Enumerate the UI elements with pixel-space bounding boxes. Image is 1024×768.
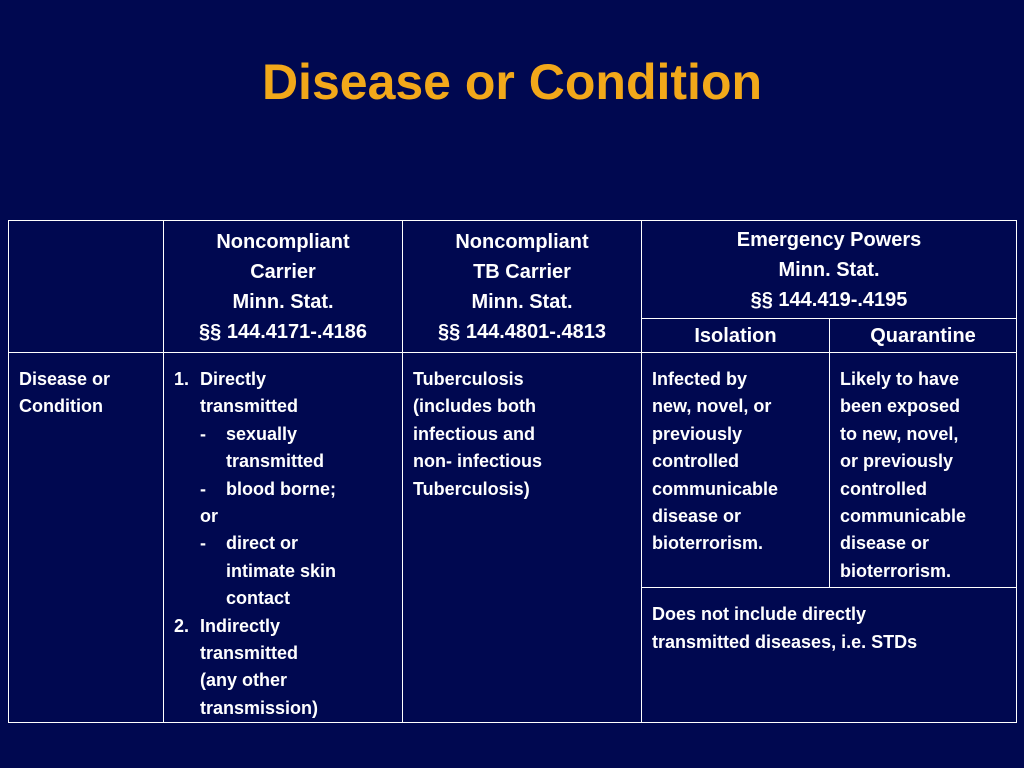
emergency-note-cell: Does not include directly transmitted diseases, i.e. STDs bbox=[642, 588, 1017, 723]
tb-carrier-cell: Tuberculosis (includes both infectious and non- infectious Tuberculosis) bbox=[403, 353, 642, 723]
list-item: - sexually bbox=[200, 423, 298, 444]
slide-title: Disease or Condition bbox=[261, 54, 763, 110]
header-row bbox=[9, 221, 1017, 319]
list-item: - blood borne; bbox=[200, 478, 336, 499]
statute-comparison-table bbox=[8, 220, 1017, 723]
list-item: - direct or bbox=[200, 533, 299, 554]
header-quarantine: Quarantine bbox=[830, 319, 1017, 353]
isolation-cell: Infected by new, novel, or previously controlled communicable disease or bioterrorism. bbox=[642, 353, 830, 588]
header-noncompliant-tb-carrier: Noncompliant TB Carrier Minn. Stat. §§ 144.4801-.4813 bbox=[403, 221, 642, 353]
carrier-cell: 1. Directly transmitted - sexually transmitted - blood borne; or - direct or intimate skin contact 2. Indirectly transmitted (any other transmission) bbox=[164, 353, 403, 723]
header-isolation: Isolation bbox=[642, 319, 830, 353]
disease-row bbox=[9, 353, 1017, 588]
quarantine-cell: Likely to have been exposed to new, novel, or previously controlled communicable disease or bioterrorism. bbox=[830, 353, 1017, 588]
header-noncompliant-carrier: Noncompliant Carrier Minn. Stat. §§ 144.4171-.4186 bbox=[164, 221, 403, 353]
list-item: 2. Indirectly bbox=[174, 615, 281, 636]
list-item: 1. Directly bbox=[174, 369, 267, 389]
row-label-cell: Disease or Condition bbox=[9, 353, 164, 723]
header-emergency-powers: Emergency Powers Minn. Stat. §§ 144.419-.4195 bbox=[642, 221, 1017, 319]
header-empty-cell bbox=[9, 221, 164, 353]
